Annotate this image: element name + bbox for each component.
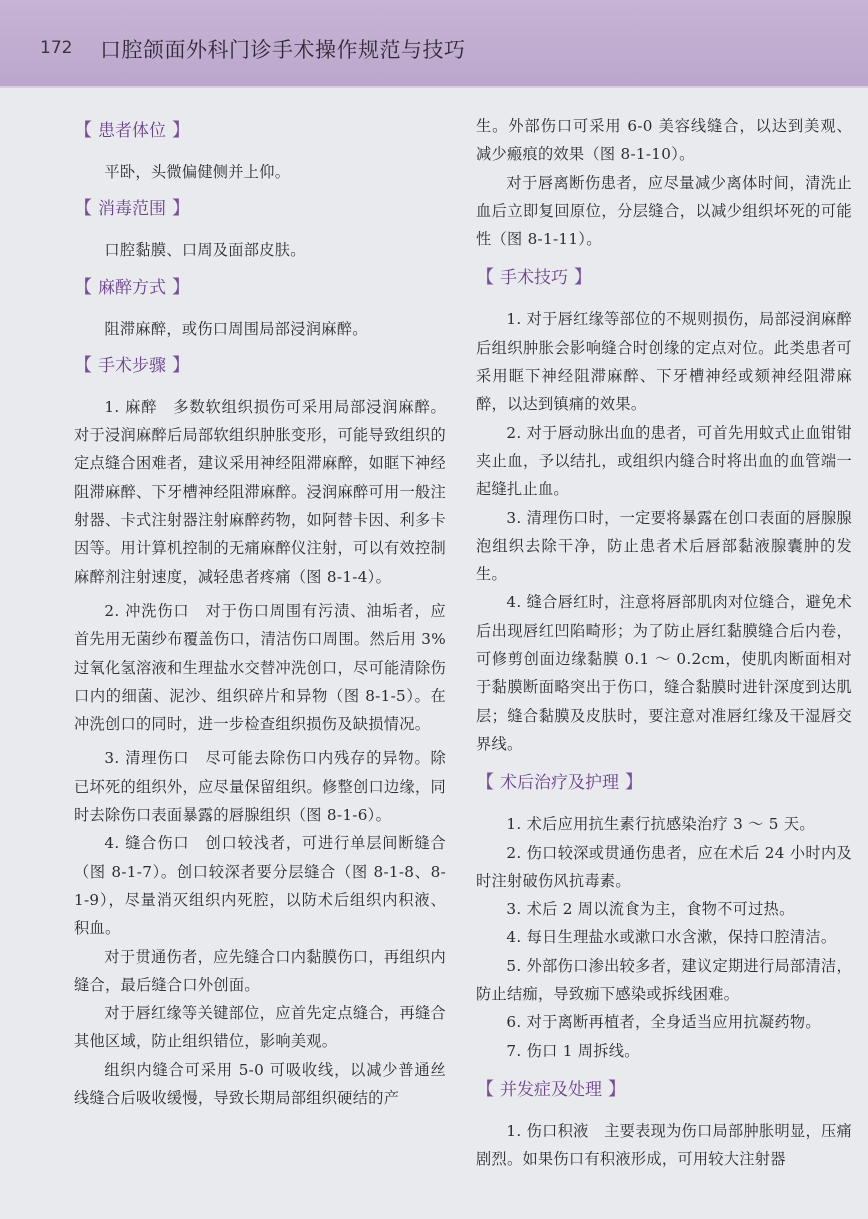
paragraph: 7. 伤口 1 周拆线。	[506, 1041, 640, 1060]
paragraph: 5. 外部伤口渗出较多者，建议定期进行局部清洁，防止结痂，导致痂下感染或拆线困难。	[476, 956, 852, 1004]
paragraph: 生。外部伤口可采用 6-0 美容线缝合，以达到美观、减少瘢痕的效果（图 8-1-10）。	[476, 117, 852, 164]
section-heading-anesthesia: 【 麻醉方式 】	[74, 276, 190, 298]
section-heading-techniques: 【 手术技巧 】	[476, 267, 592, 289]
section-heading-disinfection: 【 消毒范围 】	[74, 198, 190, 220]
paragraph: 口腔黏膜、口周及面部皮肤。	[104, 241, 306, 260]
paragraph: 组织内缝合可采用 5-0 可吸收线，以减少普通丝线缝合后吸收缓慢，导致长期局部组织硬结的产	[74, 1060, 446, 1108]
paragraph: 3. 术后 2 周以流食为主，食物不可过热。	[506, 900, 795, 919]
paragraph: 1. 对于唇红缘等部位的不规则损伤，局部浸润麻醉后组织肿胀会影响缝合时创缘的定点对位。此类患者可采用眶下神经阻滞麻醉、下牙槽神经或颏神经阻滞麻醉，以达到镇痛的效果。	[476, 310, 852, 414]
paragraph: 2. 冲洗伤口 对于伤口周围有污渍、油垢者，应首先用无菌纱布覆盖伤口，清洁伤口周围。然后用 3%过氧化氢溶液和生理盐水交替冲洗创口，尽可能清除伤口内的细菌、泥沙、组织碎片和异物（图 8-1-5）。在冲洗创口的同时，进一步检查组织损伤及缺损情况。	[74, 601, 446, 734]
section-heading-postop: 【 术后治疗及护理 】	[476, 772, 643, 794]
paragraph: 平卧，头微偏健侧并上仰。	[104, 163, 291, 181]
header-divider	[0, 86, 868, 88]
paragraph: 阻滞麻醉，或伤口周围局部浸润麻醉。	[104, 319, 368, 338]
right-column	[476, 112, 852, 1174]
paragraph: 6. 对于离断再植者，全身适当应用抗凝药物。	[506, 1013, 821, 1032]
section-heading-complications: 【 并发症及处理 】	[476, 1078, 626, 1100]
section-heading-steps: 【 手术步骤 】	[74, 354, 190, 376]
book-title: 口腔颌面外科门诊手术操作规范与技巧	[100, 38, 466, 62]
paragraph: 对于唇离断伤患者，应尽量减少离体时间，清洗止血后立即复回原位，分层缝合，以减少组织坏死的可能性（图 8-1-11）。	[476, 173, 852, 249]
paragraph: 对于贯通伤者，应先缝合口内黏膜伤口，再组织内缝合，最后缝合口外创面。	[74, 947, 446, 994]
left-column	[74, 112, 446, 1112]
paragraph: 4. 每日生理盐水或漱口水含漱，保持口腔清洁。	[506, 928, 837, 947]
page-header	[0, 0, 868, 86]
paragraph: 3. 清理伤口时，一定要将暴露在创口表面的唇腺腺泡组织去除干净，防止患者术后唇部黏液腺囊肿的发生。	[476, 508, 852, 584]
paragraph: 2. 对于唇动脉出血的患者，可首先用蚊式止血钳钳夹止血，予以结扎，或组织内缝合时将出血的血管端一起缝扎止血。	[476, 423, 852, 499]
paragraph: 1. 伤口积液 主要表现为伤口局部肿胀明显，压痛剧烈。如果伤口有积液形成，可用较大注射器	[476, 1121, 852, 1169]
section-heading-patient-position: 【 患者体位 】	[74, 120, 190, 141]
paragraph: 3. 清理伤口 尽可能去除伤口内残存的异物。除已坏死的组织外，应尽量保留组织。修整创口边缘，同时去除伤口表面暴露的唇腺组织（图 8-1-6）。	[74, 749, 446, 825]
paragraph: 4. 缝合唇红时，注意将唇部肌肉对位缝合，避免术后出现唇红凹陷畸形；为了防止唇红黏膜缝合后内卷，可修剪创面边缘黏膜 0.1 ～ 0.2cm，使肌肉断面相对于黏膜断面略突出于伤口，缝合黏膜时进针深度到达肌层；缝合黏膜及皮肤时，要注意对准唇红缘及干湿唇交界线。	[476, 593, 852, 753]
paragraph: 1. 术后应用抗生素行抗感染治疗 3 ～ 5 天。	[506, 815, 815, 834]
page-number: 172	[40, 38, 73, 58]
paragraph: 4. 缝合伤口 创口较浅者，可进行单层间断缝合（图 8-1-7）。创口较深者要分层缝合（图 8-1-8、8-1-9），尽量消灭组织内死腔，以防术后组织内积液、积血。	[74, 834, 446, 938]
paragraph: 2. 伤口较深或贯通伤患者，应在术后 24 小时内及时注射破伤风抗毒素。	[476, 843, 852, 890]
paragraph: 对于唇红缘等关键部位，应首先定点缝合，再缝合其他区域，防止组织错位，影响美观。	[74, 1004, 446, 1051]
paragraph: 1. 麻醉 多数软组织损伤可采用局部浸润麻醉。对于浸润麻醉后局部软组织肿胀变形，可能导致组织的定点缝合困难者，建议采用神经阻滞麻醉，如眶下神经阻滞麻醉、下牙槽神经阻滞麻醉。浸润麻醉可用一般注射器、卡式注射器注射麻醉药物，如阿替卡因、利多卡因等。用计算机控制的无痛麻醉仪注射，可以有效控制麻醉剂注射速度，减轻患者疼痛（图 8-1-4）。	[74, 397, 446, 586]
